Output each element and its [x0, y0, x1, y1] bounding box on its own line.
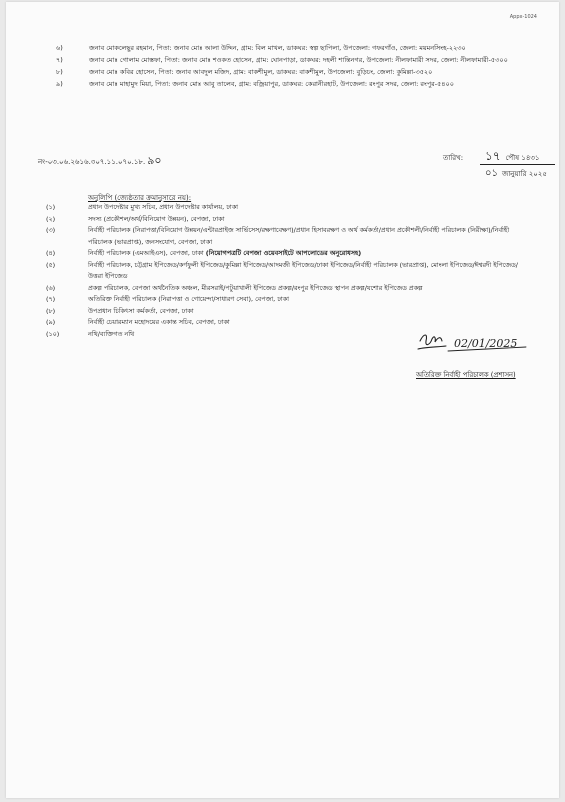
bangla-month-year: পৌষ ১৪৩১ [505, 154, 540, 162]
date-label: তারিখ: [443, 154, 464, 162]
list-item-text: জনাব মোঃ মাহামুদ মিয়া, পিতা: জনাব মোঃ আবু তালেব, গ্রাম: বজ্রিয়াপুর, ডাকঘর: কেরানীরহাট, উপজেলা: রংপুর সদর, জেলা: রংপুর-৫৪০০ [89, 80, 454, 88]
list-item [56, 78, 516, 90]
bangla-day: ১৭ [485, 149, 501, 163]
english-date [485, 166, 547, 183]
list-item [46, 202, 524, 214]
list-item [56, 54, 516, 66]
list-item [46, 283, 524, 295]
copy-list [46, 202, 524, 340]
memo-number-handwritten: ৯০ [147, 154, 162, 167]
list-item [46, 225, 524, 248]
list-item [46, 294, 524, 306]
list-item-text: প্রকল্প পরিচালক, বেপজা অর্থনৈতিক অঞ্চল, মীরসরাই/পটুয়াখালী ইপিজেড প্রকল্প/রংপুর ইপিজেড স্থাপন প্রকল্প/যশোর ইপিজেড প্রকল্প [88, 283, 423, 292]
document-page [6, 2, 559, 798]
list-item-text [88, 248, 524, 260]
list-item [46, 260, 524, 283]
english-month-year: জানুয়ারি ২০২৫ [502, 170, 547, 178]
bangla-date [485, 148, 539, 168]
list-item-number: (৯) [46, 318, 56, 326]
list-item-text: প্রধান উপদেষ্টার মুখ্য সচিব, প্রধান উপদেষ্টার কার্যালয়, ঢাকা [88, 203, 239, 211]
list-item-text: নির্বাহী চেয়ারম্যান মহোদয়ের একান্ত সচিব, বেপজা, ঢাকা [88, 318, 230, 326]
list-item-number: ৮) [56, 68, 63, 76]
copy-heading: অনুলিপি (জ্যেষ্ঠতার ক্রমানুসারে নয়): [88, 194, 192, 202]
list-item-text: জনাব মোঃ কবির হোসেন, পিতা: জনাব আবদুল মজিদ, গ্রাম: বাকশীমুল, ডাকঘর: বাকশীমুল, উপজেলা: বুড়িচং, জেলা: কুমিল্লা-৩৫২০ [89, 68, 433, 76]
list-item-number: ৯) [56, 80, 63, 88]
appendix-code: Appx-1024 [509, 14, 537, 20]
list-item-text: জনাব মোকলেছুর রহমান, পিতা: জনাব মোঃ আলা উদ্দিন, গ্রাম: বিল মাখল, ডাকঘর: স্বল্প ছাপিলা, উপজেলা: গফরগাঁও, জেলা: ময়মনসিংহ-২২৩০ [89, 44, 466, 52]
list-item-number: ৭) [56, 56, 63, 64]
list-item-number: (১) [46, 203, 56, 211]
appointee-list [56, 42, 516, 90]
list-item-number: (১০) [46, 329, 60, 338]
list-item-number: (৪) [46, 249, 56, 257]
memo-number-text: নং-০৩.০৬.২৬১৬.৩০৭.১১.০৭০.১৮. [38, 158, 146, 166]
date-divider [480, 164, 555, 165]
list-item-number: (৬) [46, 283, 56, 292]
list-item-text-plain: নির্বাহী পরিচালক (এমআইএস), বেপজা, ঢাকা [88, 249, 206, 257]
list-item-number: (৮) [46, 306, 56, 315]
list-item [46, 306, 524, 318]
list-item-number: (৫) [46, 260, 56, 269]
handwritten-signature [416, 327, 531, 359]
list-item-text: নথি/ব্যক্তিগত নথি [88, 329, 135, 338]
memo-number [38, 152, 161, 171]
upload-request-note: (নিয়োগপত্রটি বেপজা ওয়েবসাইটে আপলোডের অনুরোধসহ) [205, 249, 362, 257]
list-item-number: (৩) [46, 226, 56, 234]
list-item [46, 248, 524, 260]
list-item [56, 66, 516, 78]
list-item-text: উপপ্রধান চিকিৎসা কর্মকর্তা, বেপজা, ঢাকা [88, 306, 194, 315]
list-item [46, 214, 524, 226]
list-item-text: অতিরিক্ত নির্বাহী পরিচালক (নিরাপত্তা ও গোয়েন্দা/সাধারণ সেবা), বেপজা, ঢাকা [88, 295, 290, 303]
list-item-number: ৬) [56, 44, 63, 52]
list-item-number: (৭) [46, 295, 56, 303]
signature-date: 02/01/2025 [454, 337, 518, 350]
signatory-title: অতিরিক্ত নির্বাহী পরিচালক (প্রশাসন) [416, 371, 516, 379]
english-day: ০১ [485, 168, 498, 179]
list-item [56, 42, 516, 54]
list-item-text: জনাব মোঃ গোলাম মোস্তফা, পিতা: জনাব মোঃ শওকত হোসেন, গ্রাম: ঘোনপাড়া, ডাকঘর: দহলী শান্তিনগর, উপজেলা: নীলফামারী সদর, জেলা: নীলফামারী-৫৩০০ [89, 56, 508, 64]
list-item-text: নির্বাহী পরিচালক (নিরাপত্তা/বিনিয়োগ উন্নয়ন/এন্টারপ্রাইজ সার্ভিসেস/রক্ষণাবেক্ষণ)/প্রধান হিসাবরক্ষণ ও অর্থ কর্মকর্তা/প্রধান প্রকৌশলী/নির্বাহী পরিচালক (নিরীক্ষা)/নির্বাহী পরিচালক (ভারপ্রাপ্ত), জনসংযোগ, বেপজা, ঢাকা [88, 226, 510, 246]
list-item-number: (২) [46, 214, 56, 223]
list-item-text: নির্বাহী পরিচালক, চট্টগ্রাম ইপিজেড/কর্ণফুলী ইপিজেড/কুমিল্লা ইপিজেড/আদমজী ইপিজেড/ঢাকা ইপিজেড/নির্বাহী পরিচালক (ভারপ্রাপ্ত), মোংলা ইপিজেড/ঈশ্বরদী ইপিজেড/উত্তরা ইপিজেড [88, 260, 518, 280]
list-item-text: সদস্য (প্রকৌশল/অর্থ/বিনিয়োগ উন্নয়ন), বেপজা, ঢাকা [88, 214, 225, 223]
